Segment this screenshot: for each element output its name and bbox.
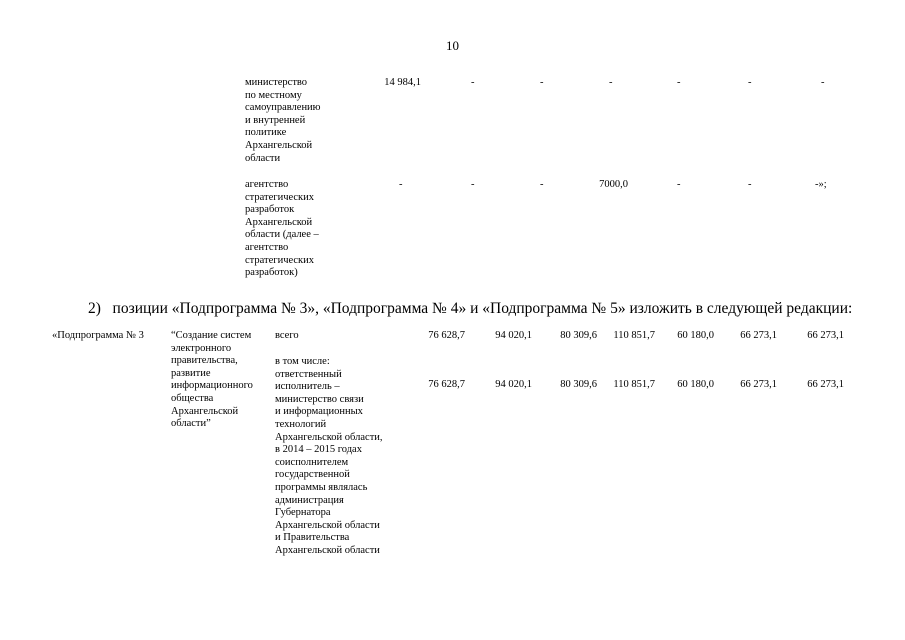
table-row-label: министерство по местному самоуправлению и внутренней политике Архангельской области [245, 77, 321, 164]
table-cell: - [677, 77, 681, 88]
table-cell: 80 309,6 [560, 379, 597, 390]
table-cell: - [609, 77, 613, 88]
table-cell: - [677, 179, 681, 190]
table-cell: - [399, 179, 403, 190]
table-cell: 66 273,1 [740, 330, 777, 341]
page-number: 10 [446, 38, 459, 53]
table-cell: 76 628,7 [428, 330, 465, 341]
table-cell: 94 020,1 [495, 379, 532, 390]
table-cell: 110 851,7 [613, 330, 655, 341]
table-cell: - [471, 179, 475, 190]
table-cell: 94 020,1 [495, 330, 532, 341]
table-cell: 66 273,1 [740, 379, 777, 390]
table-cell: - [821, 77, 825, 88]
instruction-line [88, 300, 852, 318]
instruction-text: позиции «Подпрограмма № 3», «Подпрограмма № 4» и «Подпрограмма № 5» изложить в следующей редакции: [112, 300, 853, 317]
subprogram-title: “Создание систем электронного правительства, развитие информационного общества Архангельской области” [171, 330, 253, 430]
executor-block: в том числе: ответственный исполнитель – министерство связи и информационных технологий Архангельской области, в 2014 – 2015 годах соисполнителем государственной программы являлась администрация Губернатора Архангельской области и Правительства Архангельской области [275, 356, 383, 556]
table-cell: 14 984,1 [384, 77, 421, 88]
table-cell: 66 273,1 [807, 379, 844, 390]
table-cell: - [540, 179, 544, 190]
table-cell: - [748, 77, 752, 88]
table-cell: - [748, 179, 752, 190]
table-cell: 76 628,7 [428, 379, 465, 390]
table-cell: 110 851,7 [613, 379, 655, 390]
table-row-label: агентство стратегических разработок Архангельской области (далее – агентство стратегических разработок) [245, 179, 319, 279]
table-cell: 80 309,6 [560, 330, 597, 341]
table-cell: -»; [815, 179, 827, 190]
table-cell: 60 180,0 [677, 379, 714, 390]
instruction-number: 2) [88, 300, 101, 317]
table-cell: - [471, 77, 475, 88]
table-cell: 7000,0 [599, 179, 628, 190]
total-label: всего [275, 330, 299, 341]
table-cell: - [540, 77, 544, 88]
subprogram-name: «Подпрограмма № 3 [52, 330, 144, 341]
table-cell: 66 273,1 [807, 330, 844, 341]
table-cell: 60 180,0 [677, 330, 714, 341]
